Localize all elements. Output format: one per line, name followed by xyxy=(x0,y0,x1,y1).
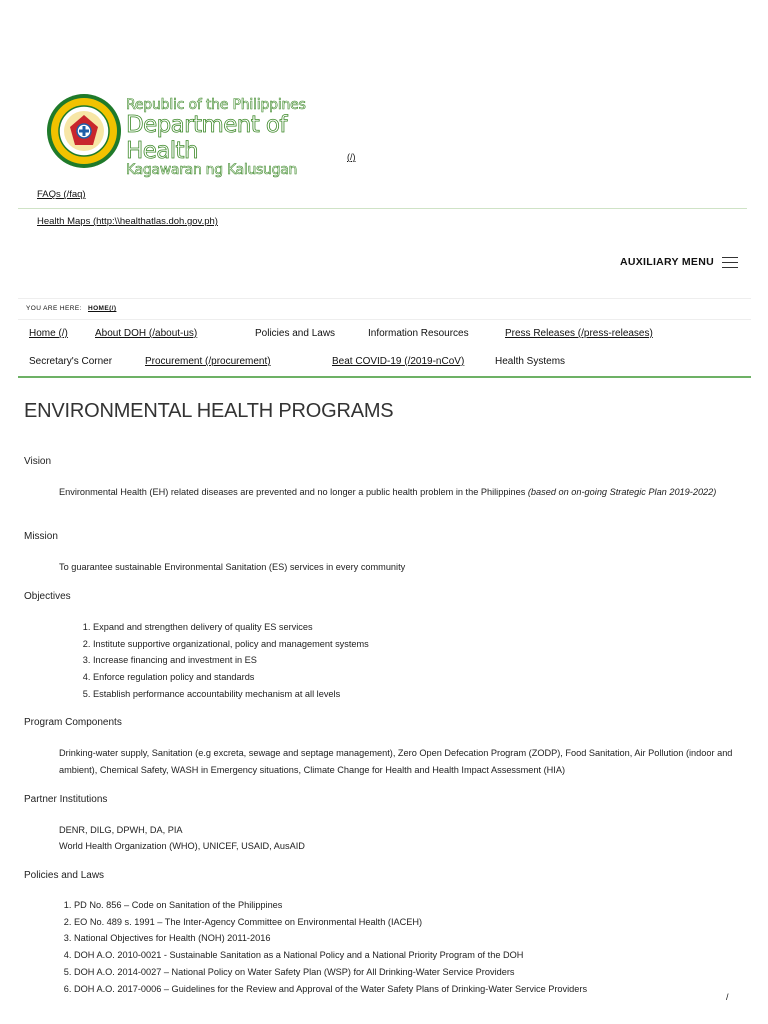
auxiliary-menu-label: AUXILIARY MENU xyxy=(619,256,714,268)
list-item: 4. Enforce regulation policy and standards xyxy=(93,669,768,686)
list-item: 3. National Objectives for Health (NOH) 2011-2016 xyxy=(74,930,749,947)
nav-policies-and-laws[interactable]: Policies and Laws xyxy=(255,328,336,339)
vision-heading: Vision xyxy=(24,456,52,467)
list-item: 2. EO No. 489 s. 1991 – The Inter-Agency Committee on Environmental Health (IACEH) xyxy=(74,914,749,931)
brand-line-kagawaran: Kagawaran ng Kalusugan xyxy=(126,162,298,178)
hamburger-icon xyxy=(722,257,738,268)
partner-institutions-line1: DENR, DILG, DPWH, DA, PIA xyxy=(59,825,183,835)
vision-statement: Environmental Health (EH) related diseases are prevented and no longer a public health problem in the Philippines xyxy=(59,487,526,497)
faqs-link[interactable]: FAQs (/faq) xyxy=(37,189,86,200)
list-item: 3. Increase financing and investment in ES xyxy=(93,652,768,669)
breadcrumb-prefix: YOU ARE HERE: xyxy=(26,305,82,312)
partner-institutions-line2: World Health Organization (WHO), UNICEF, USAID, AusAID xyxy=(59,841,305,851)
auxiliary-menu-toggle[interactable] xyxy=(620,256,738,268)
vision-text xyxy=(59,484,749,501)
nav-procurement[interactable]: Procurement (/procurement) xyxy=(145,356,271,367)
list-item: 5. DOH A.O. 2014-0027 – National Policy on Water Safety Plan (WSP) for All Drinking-Water Service Providers xyxy=(74,964,749,981)
health-maps-link[interactable]: Health Maps (http:\\healthatlas.doh.gov.ph) xyxy=(37,216,218,227)
nav-information-resources[interactable]: Information Resources xyxy=(368,328,469,339)
mission-heading: Mission xyxy=(24,531,58,542)
brand-text xyxy=(126,97,356,178)
policies-list xyxy=(59,897,749,997)
nav-about-doh[interactable]: About DOH (/about-us) xyxy=(95,328,198,339)
vision-note: (based on on-going Strategic Plan 2019-2022) xyxy=(527,487,717,497)
program-components-heading: Program Components xyxy=(24,717,122,728)
list-item: 1. Expand and strengthen delivery of quality ES services xyxy=(93,619,768,636)
partner-institutions-heading: Partner Institutions xyxy=(24,794,108,805)
site-logo[interactable] xyxy=(46,93,356,178)
page-title: ENVIRONMENTAL HEALTH PROGRAMS xyxy=(24,400,394,422)
list-item: 2. Institute supportive organizational, policy and management systems xyxy=(93,636,768,653)
divider xyxy=(18,208,747,209)
objectives-list xyxy=(78,619,768,703)
nav-secretarys-corner[interactable]: Secretary's Corner xyxy=(29,356,113,367)
doh-seal-icon xyxy=(46,93,122,169)
header-home-link[interactable]: (/) xyxy=(347,152,356,162)
brand-line-republic: Republic of the Philippines xyxy=(126,97,306,113)
list-item: 1. PD No. 856 – Code on Sanitation of the Philippines xyxy=(74,897,749,914)
list-item: 6. DOH A.O. 2017-0006 – Guidelines for the Review and Approval of the Water Safety Plans of Drinking-Water Service Providers xyxy=(74,981,749,998)
nav-home[interactable]: Home (/) xyxy=(29,328,68,339)
nav-beat-covid[interactable]: Beat COVID-19 (/2019-nCoV) xyxy=(332,356,465,367)
nav-health-systems[interactable]: Health Systems xyxy=(495,356,566,367)
program-components-text: Drinking-water supply, Sanitation (e.g excreta, sewage and septage management), Zero Open Defecation Program (ZODP), Food Sanitation, Air Pollution (indoor and ambient), Chemical Safety, WASH in Emergency situations, Climate Change for Health and Health Impact Assessment (HIA) xyxy=(59,748,733,775)
page-slash: / xyxy=(726,992,729,1002)
list-item: 5. Establish performance accountability mechanism at all levels xyxy=(93,686,768,703)
nav-press-releases[interactable]: Press Releases (/press-releases) xyxy=(505,328,653,339)
breadcrumb xyxy=(18,298,751,320)
list-item: 4. DOH A.O. 2010-0021 - Sustainable Sanitation as a National Policy and a National Priority Program of the DOH xyxy=(74,947,749,964)
policies-heading: Policies and Laws xyxy=(24,870,105,881)
breadcrumb-home-link[interactable]: HOME(/) xyxy=(88,305,117,312)
objectives-heading: Objectives xyxy=(24,591,71,602)
main-nav xyxy=(18,322,751,378)
mission-text: To guarantee sustainable Environmental Sanitation (ES) services in every community xyxy=(59,562,406,572)
brand-line-department: Department of Health xyxy=(126,112,287,164)
